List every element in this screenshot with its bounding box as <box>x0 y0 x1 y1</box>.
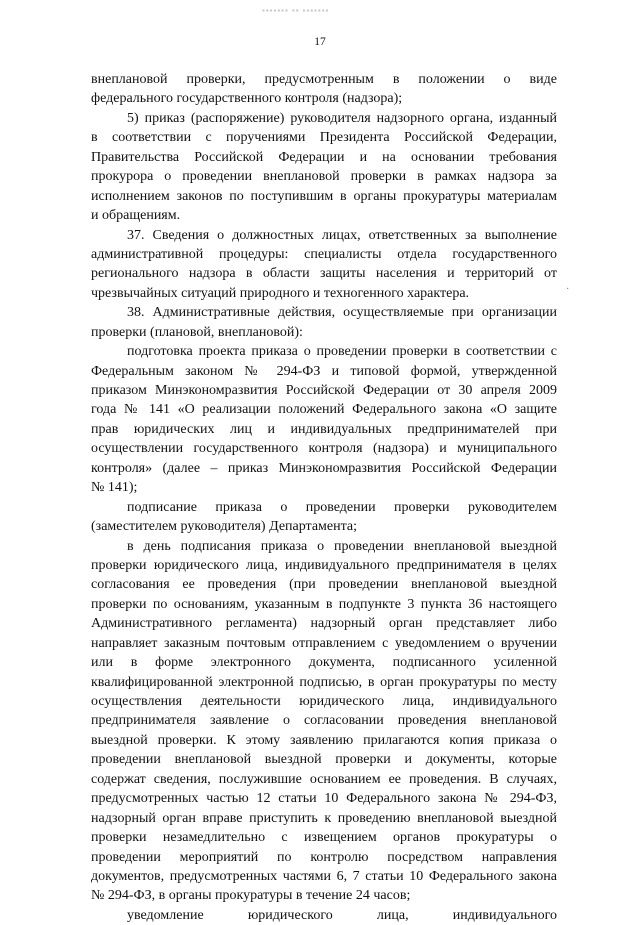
text-line: в соответствии с поручениями Президента Российской Федерации, <box>91 130 557 146</box>
text-line: или в форме электронного документа, подписанного усиленной <box>91 655 557 671</box>
page-number: 17 <box>314 36 326 48</box>
text-line: проведении мероприятий по контролю посредством направления <box>91 849 557 865</box>
text-line: внеплановой проверки, предусмотренным в положении о виде <box>91 72 557 87</box>
text-line: контроля» (далее – приказ Минэкономразвития Российской Федерации <box>91 460 557 476</box>
text-line: уведомление юридического лица, индивидуального <box>127 907 557 923</box>
text-line: 5) приказ (распоряжение) руководителя надзорного органа, изданный <box>127 110 557 126</box>
text-line: исполнением законов по поступившим в органы прокуратуры материалам <box>91 188 557 204</box>
text-line: административной процедуры: специалисты отдела государственного <box>91 246 557 262</box>
text-line: подписание приказа о проведении проверки руководителем <box>127 499 557 515</box>
scan-header-stamp: ▪▪▪▪▪▪▪ ▪▪ ▪▪▪▪▪▪▪ <box>262 6 330 15</box>
text-line: федерального государственного контроля (надзора); <box>91 91 403 107</box>
text-line: предусмотренных частью 12 статьи 10 Федерального закона № 294-ФЗ, <box>91 791 557 807</box>
scan-speck: · <box>566 284 570 295</box>
text-line: осуществления деятельности юридического лица, индивидуального <box>91 694 557 709</box>
text-line: (заместителем руководителя) Департамента; <box>91 519 358 535</box>
text-line: чрезвычайных ситуаций природного и техногенного характера. <box>91 285 470 301</box>
text-line: 38. Административные действия, осуществляемые при организации <box>127 305 557 321</box>
text-line: № 141); <box>91 480 138 496</box>
text-line: предпринимателя заявление о согласовании проведения внеплановой <box>91 713 557 729</box>
document-body <box>91 70 557 925</box>
text-line: Административного регламента) надзорный орган представляет либо <box>91 616 557 632</box>
text-line: осуществлении государственного контроля (надзора) и муниципального <box>91 441 557 457</box>
text-line: квалифицированной электронной подписью, в орган прокуратуры по месту <box>91 674 557 690</box>
text-line: № 294-ФЗ, в органы прокуратуры в течение 24 часов; <box>91 888 411 904</box>
text-line: выездной проверки. К этому заявлению прилагаются копия приказа о <box>91 732 557 748</box>
text-line: проверки незамедлительно с извещением органов прокуратуры о <box>91 830 557 846</box>
text-line: проверки юридического лица, индивидуального предпринимателя в целях <box>91 557 557 573</box>
text-line: регионального надзора в области защиты населения и территорий от <box>91 266 557 282</box>
text-line: Правительства Российской Федерации и на основании требования <box>91 149 557 165</box>
text-line: подготовка проекта приказа о проведении проверки в соответствии с <box>127 344 557 360</box>
text-line: прав юридических лиц и индивидуальных предпринимателей при <box>91 421 557 437</box>
text-line: проведении внеплановой выездной проверки и документы, которые <box>91 752 557 768</box>
text-line: проверки по основаниям, указанным в подпункте 3 пункта 36 настоящего <box>91 596 557 612</box>
text-line: содержат сведения, послужившие основанием ее проведения. В случаях, <box>91 771 557 787</box>
text-line: направляет заказным почтовым отправлением с уведомлением о вручении <box>91 635 557 651</box>
text-line: проверки (плановой, внеплановой): <box>91 324 303 340</box>
text-line: 37. Сведения о должностных лицах, ответственных за выполнение <box>127 227 557 243</box>
text-line: года № 141 «О реализации положений Федерального закона «О защите <box>91 402 557 418</box>
text-line: прокурора о проведении внеплановой проверки в рамках надзора за <box>91 169 557 185</box>
text-line: в день подписания приказа о проведении внеплановой выездной <box>127 538 557 554</box>
text-line: Федеральным законом № 294-ФЗ и типовой формой, утвержденной <box>91 363 557 379</box>
text-line: приказом Минэкономразвития Российской Федерации от 30 апреля 2009 <box>91 383 557 398</box>
text-line: надзорный орган вправе приступить к проведению внеплановой выездной <box>91 810 557 826</box>
text-line: согласования ее проведения (при проведении внеплановой выездной <box>91 577 557 593</box>
text-line: и обращениям. <box>91 208 181 224</box>
text-line: документов, предусмотренных частями 6, 7 статьи 10 Федерального закона <box>91 868 557 884</box>
